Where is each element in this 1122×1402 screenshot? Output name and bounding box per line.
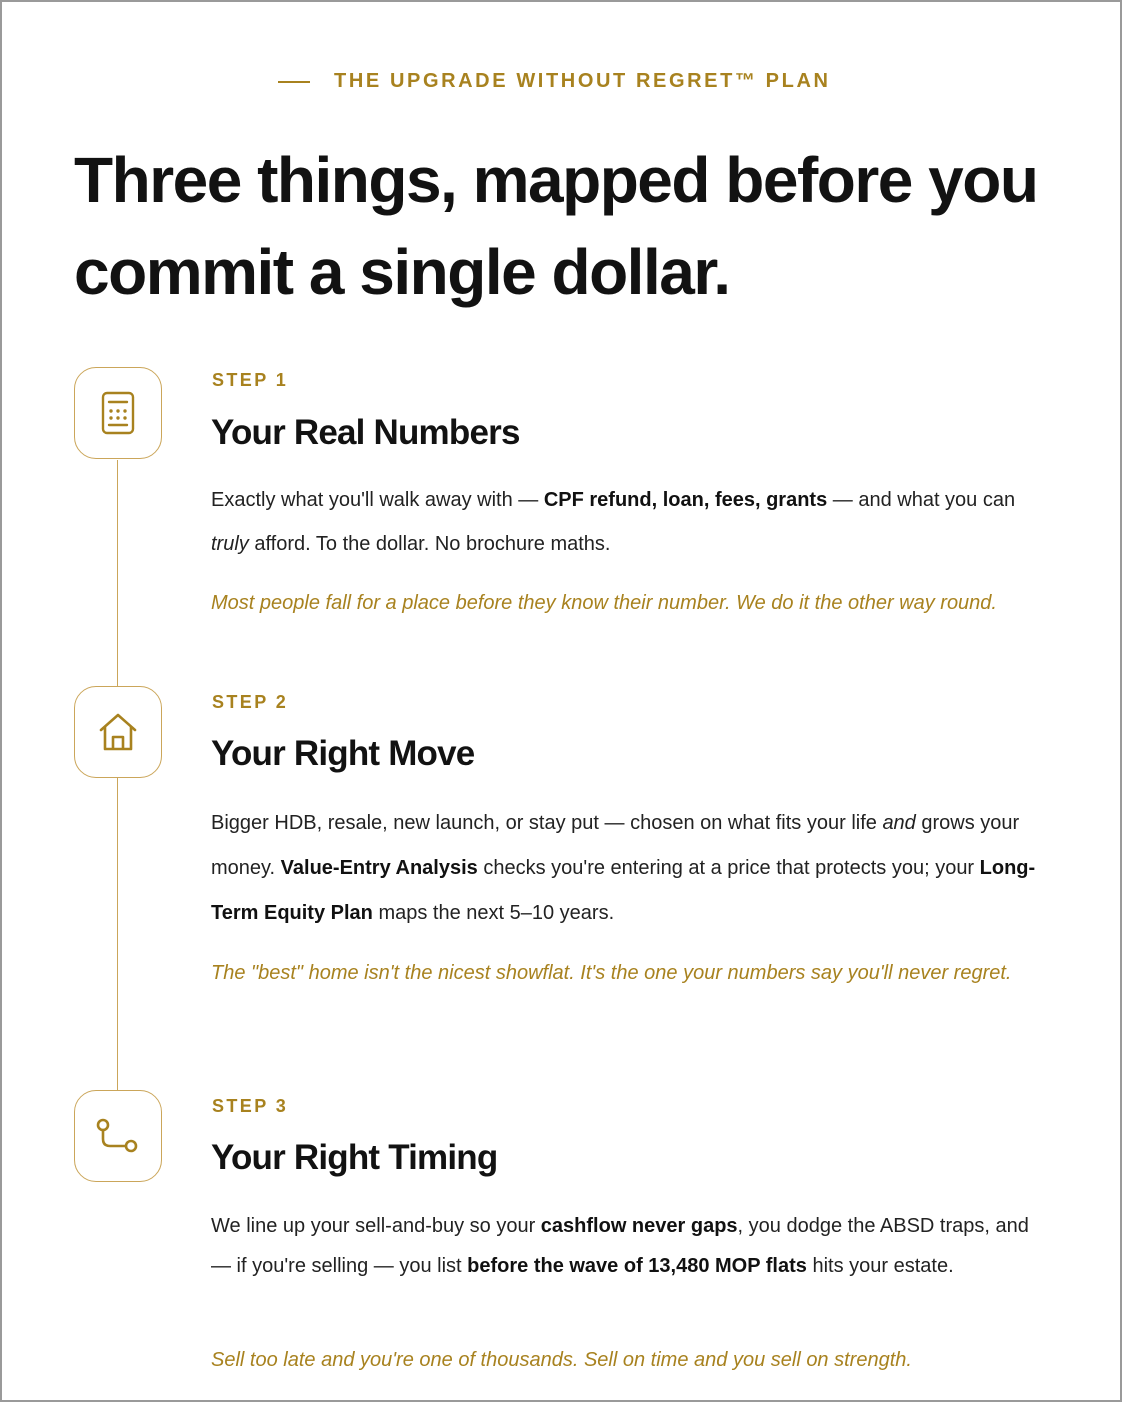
step-3-label: STEP 3 <box>212 1096 289 1116</box>
timeline-connector <box>117 460 118 686</box>
body-segment: before the wave of 13,480 MOP flats <box>467 1255 807 1277</box>
step-2-label: STEP 2 <box>212 692 289 712</box>
step-3-title: Your Right Timing <box>211 1138 498 1177</box>
step-2-icon-box <box>74 686 162 778</box>
calculator-icon <box>100 391 136 435</box>
eyebrow-rule <box>278 81 310 83</box>
body-segment: grows your money. <box>211 812 1020 879</box>
home-icon <box>96 710 140 754</box>
body-segment: Value-Entry Analysis <box>280 857 478 879</box>
step-3-icon-box <box>74 1090 162 1182</box>
step-2-body <box>211 801 1051 936</box>
body-segment: We line up your sell-and-buy so your <box>211 1215 541 1237</box>
eyebrow-text: THE UPGRADE WITHOUT REGRET™ PLAN <box>334 70 831 92</box>
body-segment: , you dodge the ABSD traps, and — if you're selling — you list <box>211 1215 1029 1277</box>
page-headline <box>74 134 1074 318</box>
headline-line-1: Three things, mapped before you <box>74 144 1038 216</box>
step-2-title: Your Right Move <box>211 734 475 773</box>
body-segment: Long-Term Equity Plan <box>211 857 1036 924</box>
step-3-body <box>211 1206 1051 1286</box>
route-icon <box>94 1114 142 1158</box>
step-1-body <box>211 478 1051 566</box>
body-segment: — and what you can <box>827 489 1016 511</box>
step-1-icon-box <box>74 367 162 459</box>
headline-line-2: commit a single dollar. <box>74 236 730 308</box>
timeline-connector <box>117 778 118 1090</box>
step-3-note: Sell too late and you're one of thousands. Sell on time and you sell on strength. <box>211 1349 912 1371</box>
body-segment: hits your estate. <box>806 1255 954 1277</box>
body-segment: cashflow never gaps <box>540 1215 738 1237</box>
eyebrow <box>278 70 831 93</box>
body-segment: and <box>882 812 916 834</box>
body-segment: CPF refund, loan, fees, grants <box>543 489 828 511</box>
body-segment: checks you're entering at a price that protects you; your <box>477 857 980 879</box>
step-1-title: Your Real Numbers <box>211 413 520 452</box>
step-2-note: The "best" home isn't the nicest showflat. It's the one your numbers say you'll never regret. <box>211 962 1012 984</box>
body-segment: afford. To the dollar. No brochure maths. <box>248 533 611 555</box>
body-segment: truly <box>211 533 249 555</box>
body-segment: Exactly what you'll walk away with — <box>211 489 544 511</box>
body-segment: Bigger HDB, resale, new launch, or stay put — chosen on what fits your life <box>211 812 883 834</box>
body-segment: maps the next 5–10 years. <box>372 902 615 924</box>
step-1-note: Most people fall for a place before they know their number. We do it the other way round. <box>211 592 997 614</box>
step-1-label: STEP 1 <box>212 370 289 390</box>
